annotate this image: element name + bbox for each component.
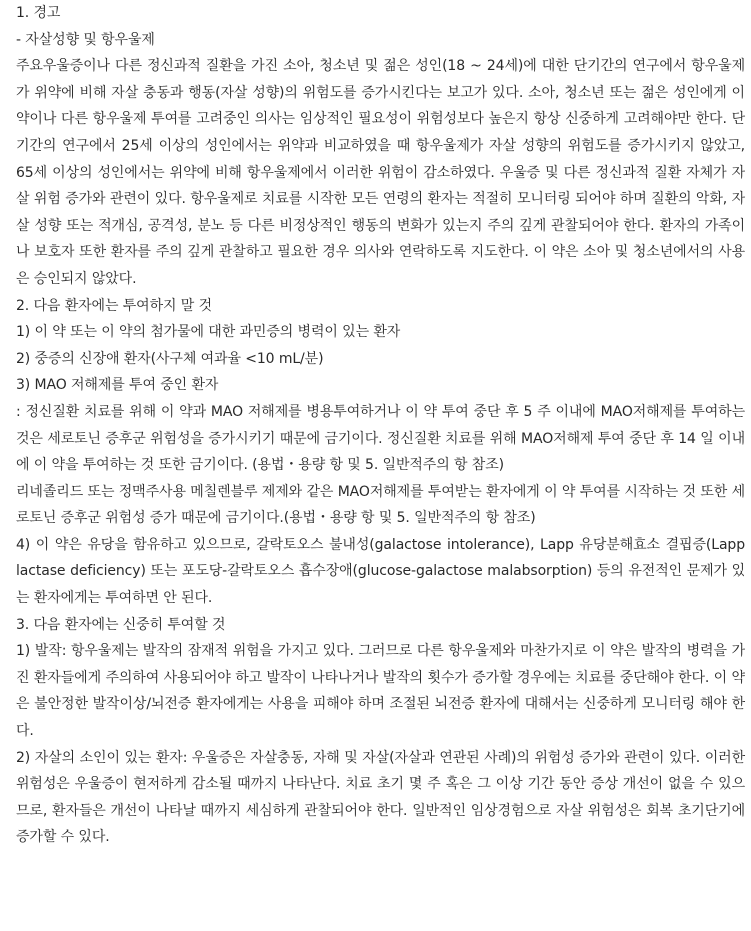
section-heading-caution: 3. 다음 환자에는 신중히 투여할 것 bbox=[16, 616, 226, 633]
subsection-heading-suicidality: - 자살성향 및 항우울제 bbox=[16, 31, 155, 48]
paragraph-suicidality: 주요우울증이나 다른 정신과적 질환을 가진 소아, 청소년 및 젊은 성인(18 ~ 24세)에 대한 단기간의 연구에서 항우울제가 위약에 비해 자살 충동과 행동(자살 성향)의 위험도를 증가시킨다는 보고가 있다. 소아, 청소년 또는 젊은 성인에게 이 약이나 다른 항우울제 투여를 고려중인 의사는 임상적인 필요성이 위험성보다 높은지 항상 신중하게 고려해야만 한다. 단기간의 연구에서 25세 이상의 성인에서는 위약과 비교하였을 때 항우울제가 자살 성향의 위험도를 증가시키지 않았고, 65세 이상의 성인에서는 위약에 비해 항우울제에서 이러한 위험이 감소하였다. 우울증 및 다른 정신과적 질환 자체가 자살 위험 증가와 관련이 있다. 항우울제로 치료를 시작한 모든 연령의 환자는 적절히 모니터링 되어야 하며 질환의 악화, 자살 성향 또는 적개심, 공격성, 분노 등 다른 비정상적인 행동의 변화가 있는지 주의 깊게 관찰되어야 한다. 환자의 가족이나 보호자 또한 환자를 주의 깊게 관찰하고 필요한 경우 의사와 연락하도록 지도한다. 이 약은 소아 및 청소년에서의 사용은 승인되지 않았다. bbox=[16, 58, 745, 287]
contraindication-item-1: 1) 이 약 또는 이 약의 첨가물에 대한 과민증의 병력이 있는 환자 bbox=[16, 324, 401, 341]
section-heading-warning: 1. 경고 bbox=[16, 5, 61, 21]
contraindication-item-4: 4) 이 약은 유당을 함유하고 있으므로, 갈락토오스 불내성(galactose intolerance), Lapp 유당분해효소 결핍증(Lapp lactase deficiency) 또는 포도당-갈락토오스 흡수장애(glucose-galactose malabsorption) 등의 유전적인 문제가 있는 환자에게는 투여하면 안 된다. bbox=[16, 536, 745, 607]
paragraph-mao-inhibitors: : 정신질환 치료를 위해 이 약과 MAO 저해제를 병용투여하거나 이 약 투여 중단 후 5 주 이내에 MAO저해제를 투여하는 것은 세로토닌 증후군 위험성을 증가시키기 때문에 금기이다. 정신질환 치료를 위해 MAO저해제 투여 중단 후 14 일 이내에 이 약을 투여하는 것 또한 금기이다. (용법・용량 항 및 5. 일반적주의 항 참조) bbox=[16, 403, 745, 474]
caution-item-suicide-risk: 2) 자살의 소인이 있는 환자: 우울증은 자살충동, 자해 및 자살(자살과 연관된 사례)의 위험성 증가와 관련이 있다. 이러한 위험성은 우울증이 현저하게 감소될 때까지 나타난다. 치료 초기 몇 주 혹은 그 이상 기간 동안 증상 개선이 없을 수 있으므로, 환자들은 개선이 나타날 때까지 세심하게 관찰되어야 한다. 일반적인 임상경험으로 자살 위험성은 회복 초기단기에 증가할 수 있다. bbox=[16, 749, 745, 846]
contraindication-item-2: 2) 중증의 신장애 환자(사구체 여과율 <10 mL/분) bbox=[16, 350, 324, 367]
caution-item-seizure: 1) 발작: 항우울제는 발작의 잠재적 위험을 가지고 있다. 그러므로 다른 항우울제와 마찬가지로 이 약은 발작의 병력을 가진 환자들에게 주의하여 사용되어야 하고 발작이 나타나거나 발작의 횟수가 증가할 경우에는 치료를 중단해야 한다. 이 약은 불안정한 발작이상/뇌전증 환자에게는 사용을 피해야 하며 조절된 뇌전증 환자에 대해서는 신중하게 모니터링 해야 한다. bbox=[16, 643, 745, 740]
section-heading-contraindications: 2. 다음 환자에는 투여하지 말 것 bbox=[16, 297, 212, 314]
paragraph-linezolid: 리네졸리드 또는 정맥주사용 메칠렌블루 제제와 같은 MAO저해제를 투여받는 환자에게 이 약 투여를 시작하는 것 또한 세로토닌 증후군 위험성 증가 때문에 금기이다.(용법・용량 항 및 5. 일반적주의 항 참조) bbox=[16, 483, 745, 527]
contraindication-item-3: 3) MAO 저해제를 투여 중인 환자 bbox=[16, 377, 219, 394]
